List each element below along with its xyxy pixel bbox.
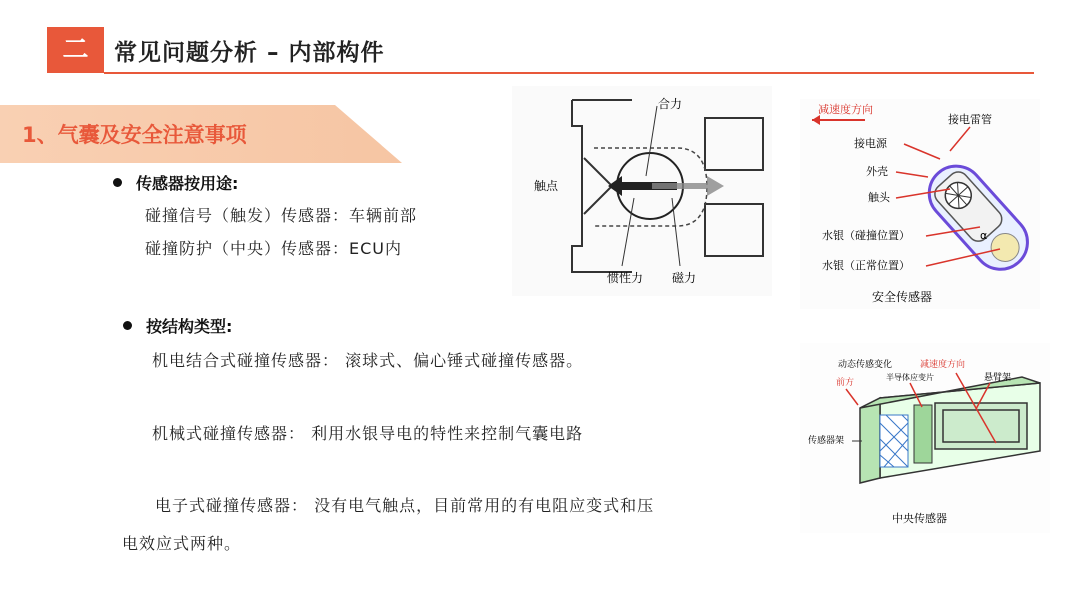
- electronic-line-1: 电子式碰撞传感器： 没有电气触点，目前常用的有电阻应变式和压: [155, 496, 655, 515]
- label-hg-crash: 水银（碰撞位置）: [822, 229, 910, 242]
- central-sensor-figure: [800, 343, 1050, 533]
- mechanical-line: 机械式碰撞传感器： 利用水银导电的特性来控制气囊电路: [152, 424, 584, 443]
- safety-sensor-figure: [800, 99, 1040, 309]
- label-magnetic: 磁力: [672, 271, 697, 285]
- purpose-item-2: 碰撞防护（中央）传感器：ECU内: [145, 239, 402, 258]
- label-resultant: 合力: [658, 97, 683, 111]
- header-divider: [104, 72, 1034, 74]
- caption-safety-sensor: 安全传感器: [872, 290, 933, 304]
- electromech-line: 机电结合式碰撞传感器： 滚球式、偏心锤式碰撞传感器。: [152, 351, 584, 370]
- purpose-heading: 传感器按用途:: [136, 174, 239, 193]
- label-inertia: 惯性力: [607, 271, 644, 285]
- bullet-dot: [123, 321, 132, 330]
- label-contact: 触点: [534, 179, 559, 193]
- caption-central-sensor: 中央传感器: [892, 512, 947, 525]
- label-alpha: α: [980, 229, 988, 242]
- section-number-badge: 二: [47, 27, 104, 73]
- label-decel-3: 减速度方向: [920, 360, 966, 370]
- bullet-purpose: [113, 171, 238, 194]
- label-power: 接电源: [854, 137, 887, 150]
- section-title: 1、气囊及安全注意事项: [22, 123, 247, 147]
- label-semiconductor: 半导体应变片: [886, 373, 934, 382]
- label-dynamic: 动态传感变化: [838, 360, 893, 370]
- label-contact-head: 触头: [868, 191, 890, 204]
- label-decel: 减速度方向: [818, 103, 873, 116]
- label-detonator: 接电雷管: [948, 113, 992, 126]
- label-front: 前方: [836, 378, 855, 388]
- electronic-line-2: 电效应式两种。: [122, 534, 242, 553]
- page-title: 常见问题分析 – 内部构件: [114, 40, 385, 66]
- structure-heading: 按结构类型:: [146, 317, 233, 336]
- rolling-ball-sensor-figure: [512, 86, 772, 296]
- label-cantilever: 悬臂架: [984, 373, 1012, 383]
- bullet-structure: [123, 314, 232, 337]
- bullet-dot: [113, 178, 122, 187]
- purpose-item-1: 碰撞信号（触发）传感器：车辆前部: [145, 206, 418, 225]
- label-hg-normal: 水银（正常位置）: [822, 259, 910, 272]
- label-frame: 传感器架: [808, 436, 845, 446]
- label-shell: 外壳: [866, 165, 888, 178]
